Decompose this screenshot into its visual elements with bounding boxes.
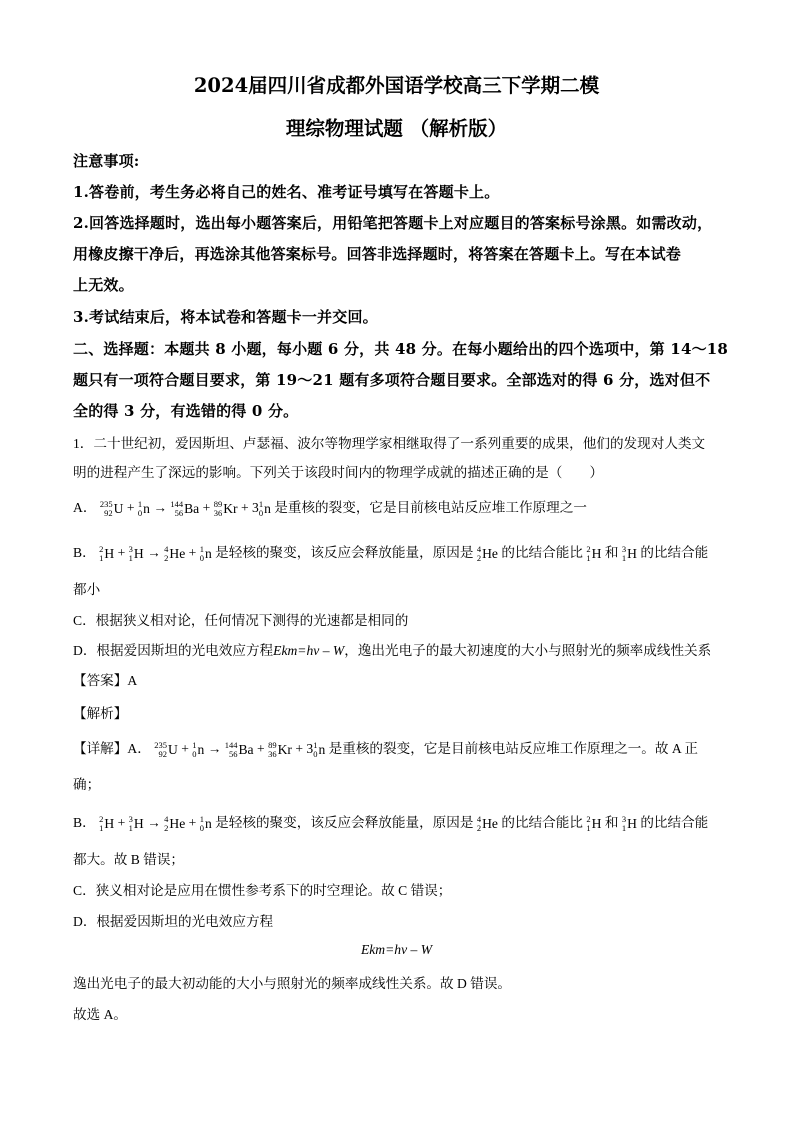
notice-heading: 注意事项:	[73, 152, 140, 170]
option-a-text: 是重核的裂变，它是目前核电站反应堆工作原理之一	[274, 500, 587, 515]
doc-title-line1: 2024届四川省成都外国语学校高三下学期二模	[193, 74, 600, 97]
detail-a: 【详解】A． 235 92 U + 1 0 n → 144 56 Ba + 89 36 Kr + 3 1 0 n 是重核的裂变，它是目前核电站反应堆工作原理之一。故 A 正	[73, 739, 698, 759]
option-a-label: A．	[73, 500, 97, 515]
option-b-continued: 都小	[73, 582, 101, 597]
option-b-label: B．	[73, 545, 96, 560]
detail-b-continued: 都大。故 B 错误；	[73, 852, 185, 867]
notice-item-1: 1.答卷前，考生务必将自己的姓名、准考证号填写在答题卡上。	[73, 183, 500, 201]
analysis-label: 【解析】	[73, 706, 128, 721]
option-d: D．根据爱因斯坦的光电效应方程Ekm=hν – W，逸出光电子的最大初速度的大小与照射光的频率成线性关系	[73, 643, 712, 658]
fusion-equation: 2 1 H + 3 1 H → 4 2 He + 1 0 n	[99, 543, 212, 563]
option-a	[73, 496, 587, 518]
option-c: C．根据狭义相对论，任何情况下测得的光速都是相同的	[73, 613, 409, 628]
section-instructions-1: 二、选择题：本题共 8 小题，每小题 6 分，共 48 分。在每小题给出的四个选项中，第 14～18	[73, 340, 729, 358]
notice-item-2c: 上无效。	[73, 276, 134, 294]
detail-d-continued: 逸出光电子的最大初动能的大小与照射光的频率成线性关系。故 D 错误。	[73, 976, 512, 991]
notice-item-2a: 2.回答选择题时，选出每小题答案后，用铅笔把答题卡上对应题目的答案标号涂黑。如需改动，	[73, 214, 713, 232]
detail-d: D．根据爱因斯坦的光电效应方程	[73, 914, 274, 929]
question-1-stem-b: 明的进程产生了深远的影响。下列关于该段时间内的物理学成就的描述正确的是（ ）	[73, 465, 604, 480]
doc-title-line2: 理综物理试题 （解析版）	[285, 117, 508, 140]
fission-equation: 235 92 U + 1 0 n → 144 56 Ba + 89 36 Kr + 3 1 0 n	[99, 498, 271, 518]
question-1-stem-a: 1．二十世纪初，爱因斯坦、卢瑟福、波尔等物理学家相继取得了一系列重要的成果，他们的发现对人类文	[73, 436, 706, 451]
option-b: B． 2 1 H + 3 1 H → 4 2 He + 1 0 n 是轻核的聚变，该反应会释放能量，原因是 4 2 He 的比结合能比 2 1 H 和 3 1 H 的比结合能	[73, 543, 709, 563]
section-instructions-2: 题只有一项符合题目要求，第 19～21 题有多项符合题目要求。全部选对的得 6 分，选对但不	[73, 371, 711, 389]
detail-c: C．狭义相对论是应用在惯性参考系下的时空理论。故 C 错误；	[73, 883, 452, 898]
photoelectric-equation-display: Ekm=hν – W	[360, 942, 433, 957]
detail-a-continued: 确；	[73, 777, 101, 792]
notice-item-3: 3.考试结束后，将本试卷和答题卡一并交回。	[73, 308, 378, 326]
photoelectric-equation: Ekm=hν – W	[273, 643, 345, 658]
conclusion: 故选 A。	[73, 1007, 127, 1022]
section-instructions-3: 全的得 3 分，有选错的得 0 分。	[73, 402, 299, 420]
notice-item-2b: 用橡皮擦干净后，再选涂其他答案标号。回答非选择题时，将答案在答题卡上。写在本试卷	[73, 245, 682, 263]
detail-b: B． 2 1 H + 3 1 H → 4 2 He + 1 0 n 是轻核的聚变，该反应会释放能量，原因是 4 2 He 的比结合能比 2 1 H 和 3 1 H 的比结合能	[73, 813, 709, 833]
answer-label: 【答案】A	[73, 673, 138, 688]
